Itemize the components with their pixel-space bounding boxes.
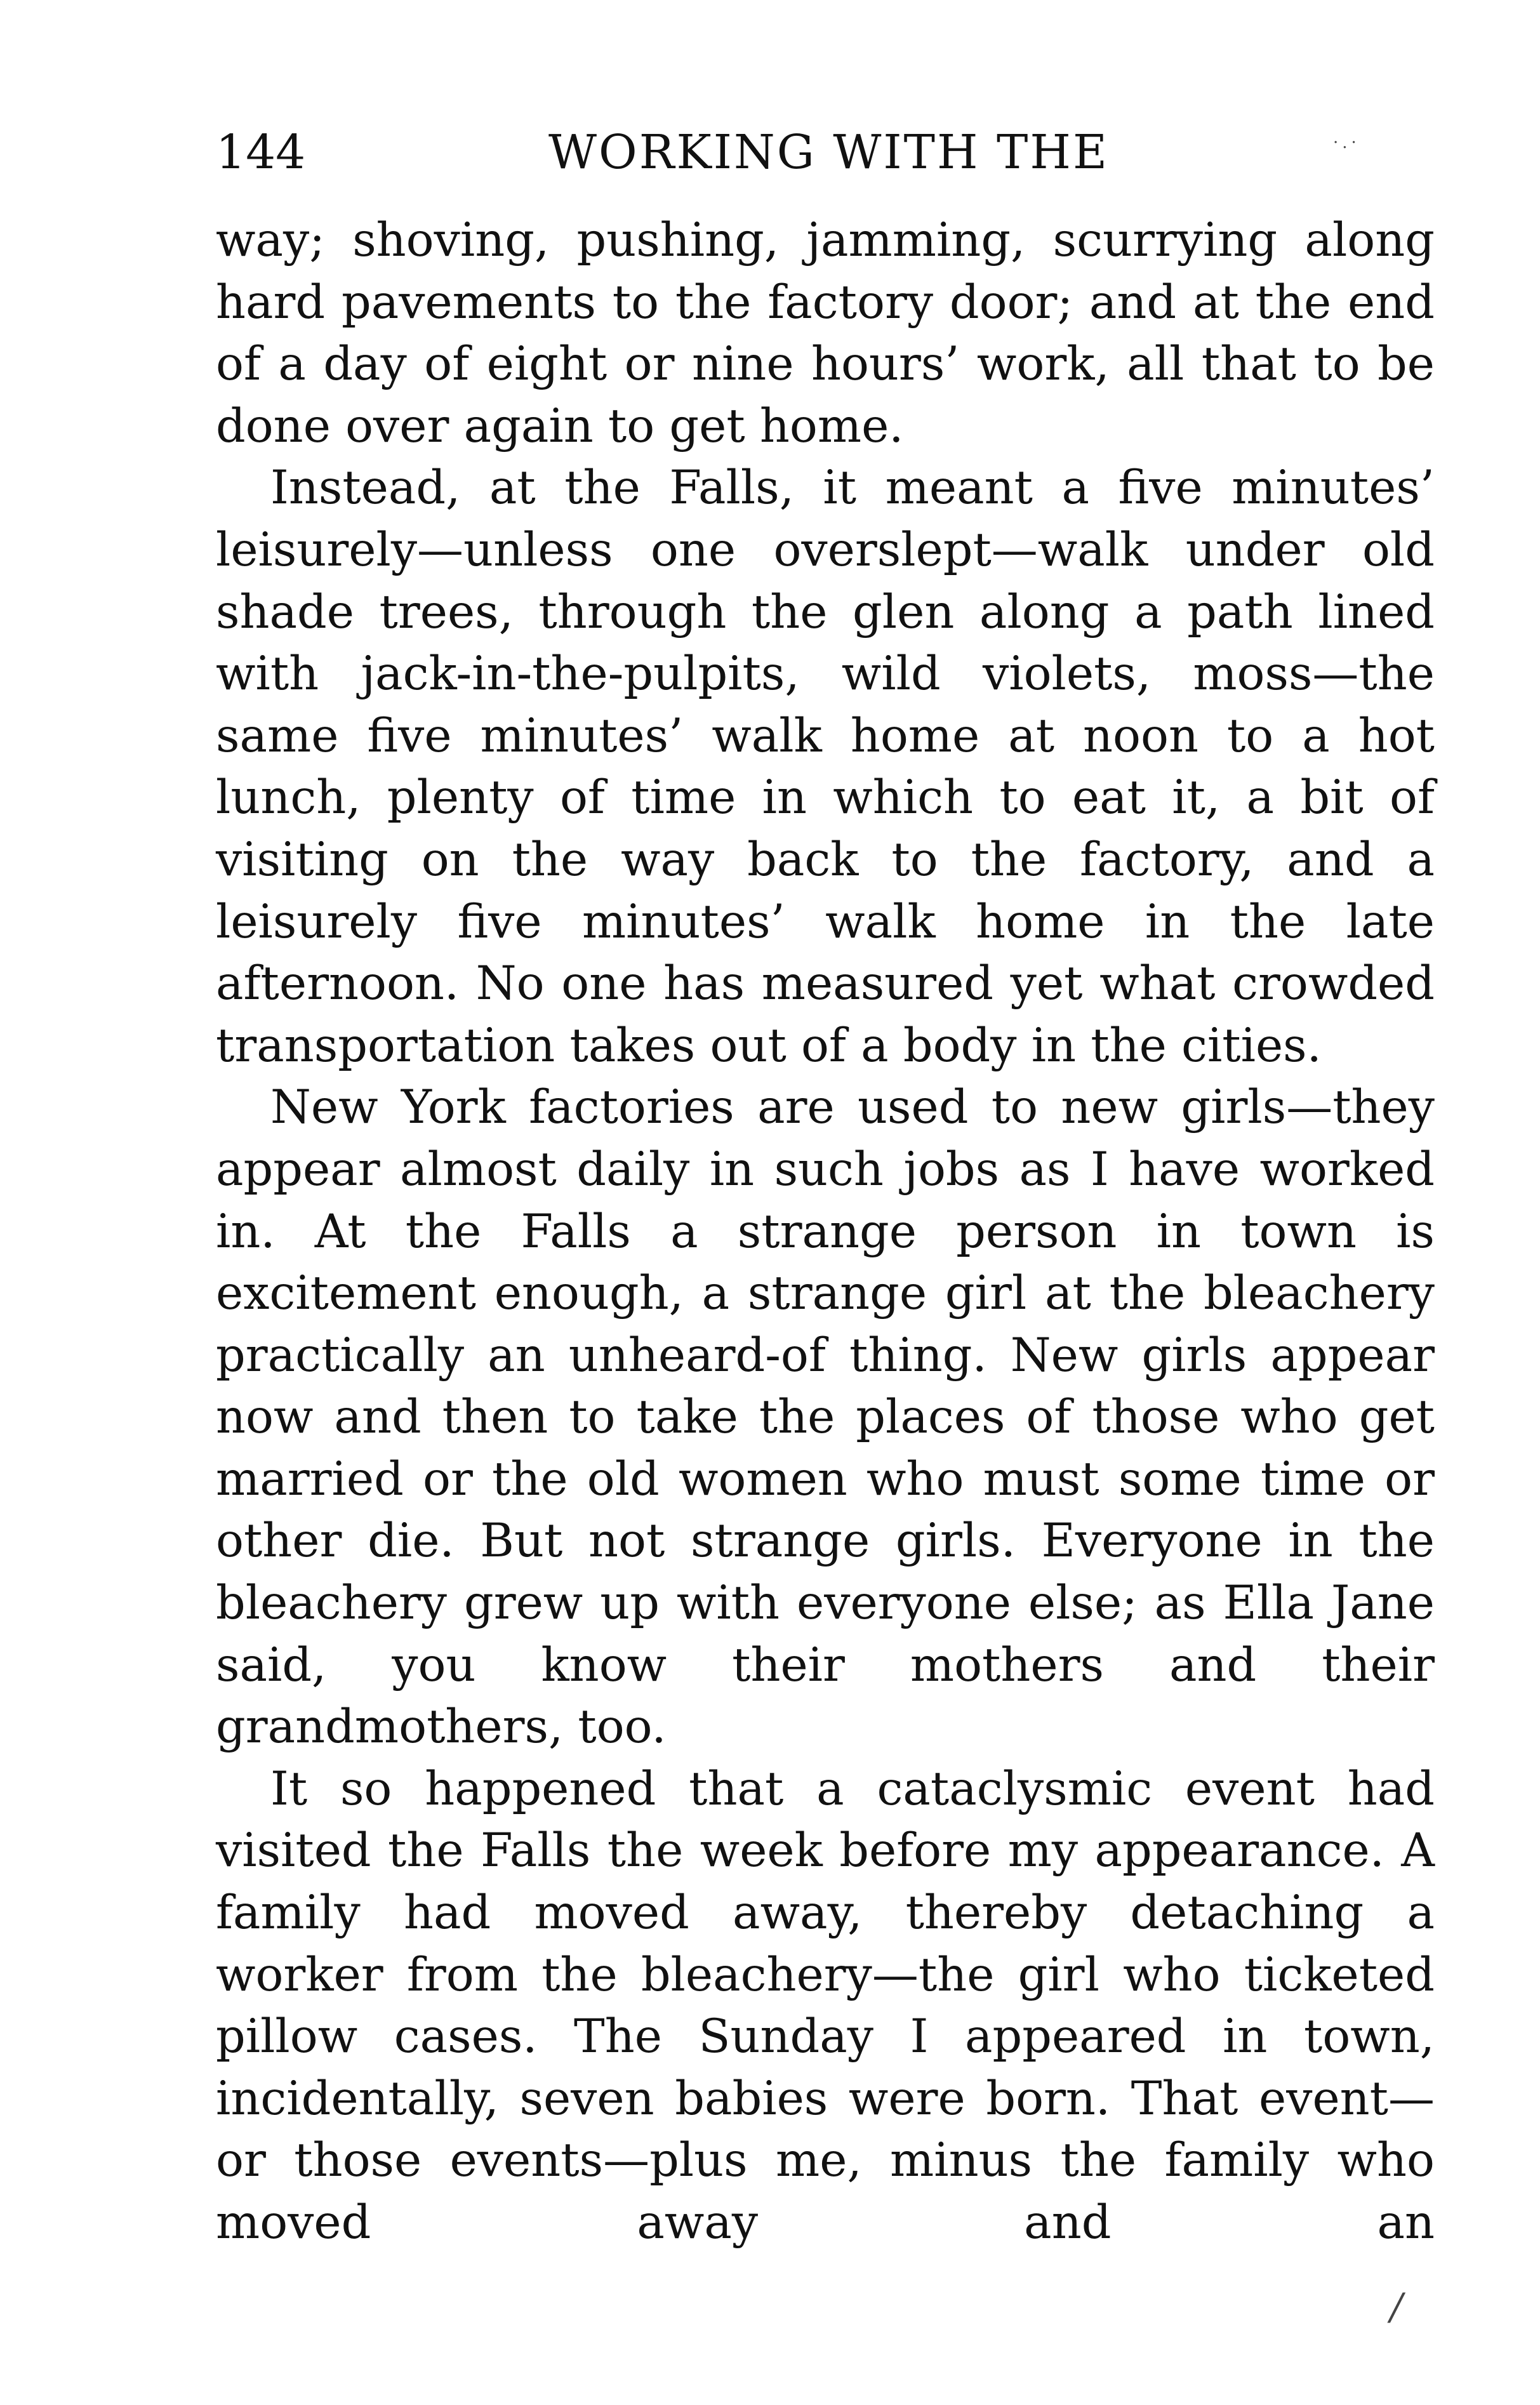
paragraph: It so happened that a cataclysmic event had visited the Falls the week before my appearance. A family had moved away, thereby detaching a worker from the bleachery—the girl who ticketed pillow cases. The Sunday I appeared in town, incidentally, seven babies were born. That event—or those events—plus me, minus the family who moved away and an <box>216 1761 1435 2249</box>
page-header <box>216 121 1435 184</box>
paragraph: Instead, at the Falls, it meant a five minutes’ leisurely—unless one overslept—walk under old shade trees, through the glen along a path lined with jack-in-the-pulpits, wild violets, moss—the same five minutes’ walk home at noon to a hot lunch, plenty of time in which to eat it, a bit of visiting on the way back to the factory, and a leisurely five minutes’ walk home in the late afternoon. No one has measured yet what crowded transportation takes out of a body in the cities. <box>216 461 1435 1073</box>
scan-speck-mark: / <box>1390 2285 1403 2328</box>
running-head: WORKING WITH THE <box>548 125 1109 180</box>
paragraph: New York factories are used to new girls—they appear almost daily in such jobs as I have worked in. At the Falls a strange person in town is excitement enough, a strange girl at the bleachery practically an unheard-of thing. New girls appear now and then to take the places of those who get married or the old women who must some time or other die. But not strange girls. Everyone in the bleachery grew up with everyone else; as Ella Jane said, you know their mothers and their grandmothers, too. <box>216 1080 1435 1754</box>
page-number: 144 <box>216 125 306 180</box>
body-text <box>216 209 1435 2254</box>
paragraph: way; shoving, pushing, jamming, scurrying along hard pavements to the factory door; and at the end of a day of eight or nine hours’ work, all that to be done over again to get home. <box>216 213 1435 453</box>
scan-speck-mark: ·.· <box>1333 133 1360 152</box>
